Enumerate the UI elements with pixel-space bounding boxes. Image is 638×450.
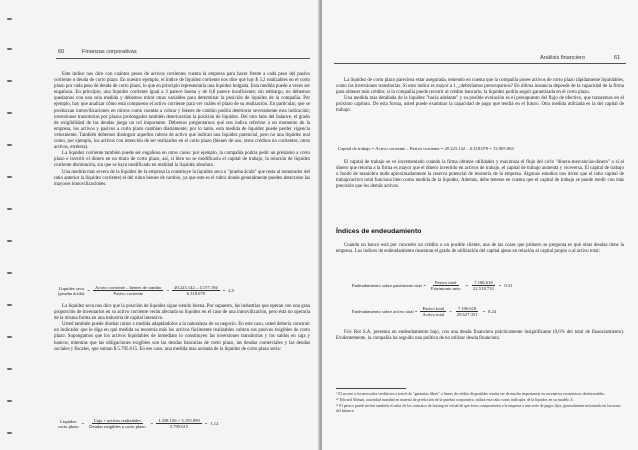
formula-endeudamiento-activo: Endeudamiento sobre activo total = $\frac{\text{Pasivo total}}{\text{Activo total}}$ = $\frac{7.106.618}{29.627.351}$ = 0,24 (352, 306, 497, 318)
formula-endeudamiento-patrimonio: Endeudamiento sobre patrimonio neto = $\frac{\text{Pasivo total}}{\text{Patrimonio neto}}$ = $\frac{7.106.618}{22.518.733}$ = 0,31 (352, 280, 513, 292)
binding-ring (7, 400, 12, 402)
formula-result: 1,12 (210, 421, 219, 427)
formula-denominator-values: 5.795.615 (169, 424, 189, 430)
right-body-4 (336, 330, 624, 342)
paragraph: La liquidez corriente también puede ser engañosa en otros casos: por ejemplo, la compañía podría pedir un préstamo a corto plazo e invertir el dinero en un título de corto plazo, así, si bien no se modificaría el capital de trabajo, la relación de liquidez corriente disminuiría, sin que se haya modificado en realidad la liquidez absoluta. (54, 151, 310, 169)
right-page (322, 0, 638, 450)
right-page-number: 61 (614, 55, 621, 61)
paragraph: Una medida más severa de la liquidez de la empresa la constituye la liquidez seca o "prueba ácida" que resta al numerador del ratio anterior la liquidez corriente) el del rubro bienes de cambio, ya que este es el rubro donde generalmente pueden detectarse las mayores inmovilizaciones: (54, 169, 310, 187)
paragraph: El capital de trabajo se ve incrementado cuando la firma obtiene utilidades y maximiza el flujo del ciclo "dinero-mercancías-dinero" o sí el dinero que retorna a la firma es mayor que el dinero invertido en activos de trabajo, el capital de trabajo aumenta y viceversa. El capital de trabajo o fondo de maniobra mide aproximadamente la reserva potencial de tesorería de la empresa. Algunos estudios nos dicen que el ratio capital de trabajo/activo total funciona bien como medida de la liquidez. Además, debe tenerse en cuenta que el capital de trabajo se puede medir con más precisión que los demás activos. (336, 160, 624, 190)
binding-ring (7, 304, 12, 306)
left-body-2 (54, 304, 310, 353)
footnotes (336, 392, 622, 415)
binding-ring (7, 144, 12, 146)
paragraph: Una medida más detallada de la liquidez "hacia adelante" y su posible evolución es el presupuesto del flujo de efectivo, que trataremos en el próximo capítulo. De esta forma, usted puede examinar la capacidad de pago que tendrá en el futuro. Otra medida utilizada es la del capital de trabajo: (336, 96, 624, 114)
formula-liquidez-seca: Liquidez seca (prueba ácida) = $\frac{\text{Activo corriente – bienes de cambio}}{\text{Pasivo corriente}}$ = $\frac{20.223.142 - 4.157.194}{6.318.079}$ = 2,5 (58, 285, 235, 297)
binding-ring (7, 368, 12, 370)
formula-denominator: Activo total (422, 312, 445, 318)
formula-denominator: Patrimonio neto (431, 286, 461, 292)
formula-numerator: Caja + activos realizables (93, 418, 141, 423)
formula-denominator: Deudas exigibles a corto plazo (89, 424, 146, 430)
formula-label: corto plazo (58, 423, 79, 429)
paragraph: Cuando un banco está por conceder un crédito o un posible cliente, una de las cosas que primero se pregunta es qué otras deudas tiene la empresa. Los índices de endeudamiento muestran el grado de utilización del capital ajeno en relación al capital propio o al activo total: (336, 243, 624, 255)
formula-result: 0,31 (504, 283, 513, 289)
paragraph: Usted también puede diseñar ratios a medida adaptándolos a la naturaleza de su negocio. En este caso, usted debería construir un indicador que le diga en qué medida su tesorería más los activos fácilmente realizables cubren sus pasivos exigibles de corto plazo. Supongamos que los activos liquidables de inmediato lo constituyen las inversiones transitorias y los saldos en caja y bancos; mientras que las obligaciones exigibles son las deudas bancarias de corto plazo, las deudas comerciales y las deudas sociales y fiscales, que suman $ 5.795.615. En ese caso, una medida más acotada de la liquidez de corto plazo sería: (54, 322, 310, 352)
binding-ring (7, 240, 12, 242)
footnote-rule (336, 388, 406, 389)
header-rule (56, 58, 310, 59)
right-body-2 (336, 160, 624, 190)
formula-denominator-values: 29.627.351 (456, 312, 478, 318)
binding-ring (7, 18, 12, 20)
paragraph: La liquidez seca nos dice que la posición de liquidez sigue siendo buena. Por supuesto, las industrias que operan con una gran proporción de inventarios en su activo corriente verán afectada su liquidez en el caso de una inmovilización, pero ésta no operaría de la misma forma en una industria de capital intensivo. (54, 304, 310, 322)
formula-capital-de-trabajo: Capital de trabajo = Activo corriente – Pasivo corriente = 20.223.142 – 6.318.079 = 13.905.063 (338, 146, 514, 151)
formula-denominator: Pasivo corriente (113, 291, 144, 297)
binding-ring (7, 80, 12, 82)
formula-numerator: Pasivo total (435, 280, 457, 285)
right-running-head: Análisis financiero (540, 55, 586, 61)
binding-ring (7, 176, 12, 178)
formula-numerator-values: 1.338.156 + 5.155.090 (158, 418, 200, 423)
footnote: ⁹ El acceso a los mercados crediticios a través de "garantías libres" o líneas de crédito disponibles resulta ser de mucha importancia en escenarios económicos desfavorables. (336, 392, 605, 396)
formula-numerator-values: 7.106.618 (474, 280, 493, 285)
footnote: ¹¹ El pasivo puede incluir también el valor de los contratos de leasing en virtud de que éstos comprometen a la empresa a una serie de pagos fijos, generalmente informado en las notas del balance. (336, 404, 621, 413)
binding-ring (7, 208, 12, 210)
formula-label: (prueba ácida) (58, 290, 85, 296)
binding-ring (7, 272, 12, 274)
binding-ring (7, 48, 12, 50)
left-body-1 (54, 72, 310, 188)
formula-label: Endeudamiento sobre patrimonio neto = (352, 283, 427, 289)
formula-result: 0,24 (488, 309, 497, 315)
paragraph: Este índice nos dice con cuántos pesos de activos corrientes cuenta la empresa para hacer frente a cada peso del pasivo corriente o deuda de corto plazo. En nuestro ejemplo, el índice de liquidez corriente nos dice que hay $ 3,2 realizables en el corto plazo por cada peso de deuda de corto plazo, lo que en principio representaría una liquidez holgada. Esta medida puede a veces ser engañosa. En principio, una liquidez corriente igual a 3 parece buena y de 0,8 parece insuficiente; sin embargo, no debemos quedarnos con una sola medida y debemos mirar otras variables para determinar la posición de liquidez de la compañía. Por ejemplo, hay que analizar cómo está compuesto el activo corriente para ver cuáles el plazo de su realización. En particular, que se produzcan inmovilizaciones en rubros como cuentas a cobrar y bienes de cambio podría deteriorar severamente esta indicación; inversiones transitorias por plazos prolongados también deteriorarían la posición de liquidez. Del otro lado del balance, el grado de exigibilidad de las deudas juega un rol importante. Debemos preguntarnos qué nos indica referirse a un momento de la empresa, los activos y pasivos a corto plazo cambian diariamente; por lo tanto, esta medida de liquidez puede perder vigencia velozmente. También debemos distinguir aquellos rubros de activo que indican una liquidez potencial, pero no una liquidez real como, por ejemplo, los activos con intención de ser realizados en el corto plazo (bienes de uso, otros créditos no corrientes, otros activos, etcétera). (54, 72, 310, 151)
formula-numerator-values: 7.106.618 (457, 306, 477, 311)
formula-numerator: Pasivo total (422, 306, 445, 311)
binding-ring (7, 432, 12, 434)
header-rule (334, 63, 626, 64)
binding-ring (7, 336, 12, 338)
left-page-number: 60 (58, 49, 65, 55)
paragraph: Fric Rot S.A. presenta un endeudamiento bajo, con una deuda financiera prácticamente insignificante (0,6% del total de financiamiento). Evidentemente, la compañía ha seguido una política de no utilizar deuda financiera. (336, 330, 624, 342)
formula-denominator-values: 22.518.733 (473, 286, 494, 292)
formula-numerator-values: 20.223.142 – 4.157.194 (174, 285, 218, 290)
formula-denominator-values: 6.318.079 (186, 291, 206, 297)
paragraph: La liquidez de corto plazo pareciera estar asegurada, teniendo en cuenta que la compañía posee activos de corto plazo rápidamente liquidables, como las inversiones transitorias. Si esto indica es mayor a 1, ¿deberíamos preocuparnos? En última instancia depende de la capacidad de la firma para obtener más crédito; si la compañía puede recurrir al crédito bancario, la liquidez podría seguir garantizada en el corto plazo. (336, 78, 624, 96)
formula-numerator: Activo corriente – bienes de cambio (95, 285, 162, 290)
formula-result: 2,5 (228, 288, 235, 294)
right-body-1 (336, 78, 624, 115)
formula-label: Endeudamiento sobre activo total = (352, 309, 418, 315)
left-running-head: Finanzas corporativas (82, 49, 137, 55)
formula-liquidez-corto-plazo: Liquidez corto plazo = $\frac{\text{Caja + activos realizables}}{\text{Deudas exigibles a corto plazo}}$ = $\frac{1.338.156 + 5.155.090}{5.795.615}$ = 1,12 (58, 418, 219, 430)
binding-ring (7, 112, 12, 114)
section-title: Índices de endeudamiento (336, 228, 422, 235)
footnote: ¹⁰ Edward Altman, autoridad mundial en materia de predicción de la quiebra corporativa, utiliza este ratio como indicador de la liquidez en su modelo Z. (336, 398, 574, 402)
formula-label: Liquidez (60, 418, 77, 424)
formula-label: Liquidez seca (58, 285, 84, 291)
right-body-3 (336, 243, 624, 255)
